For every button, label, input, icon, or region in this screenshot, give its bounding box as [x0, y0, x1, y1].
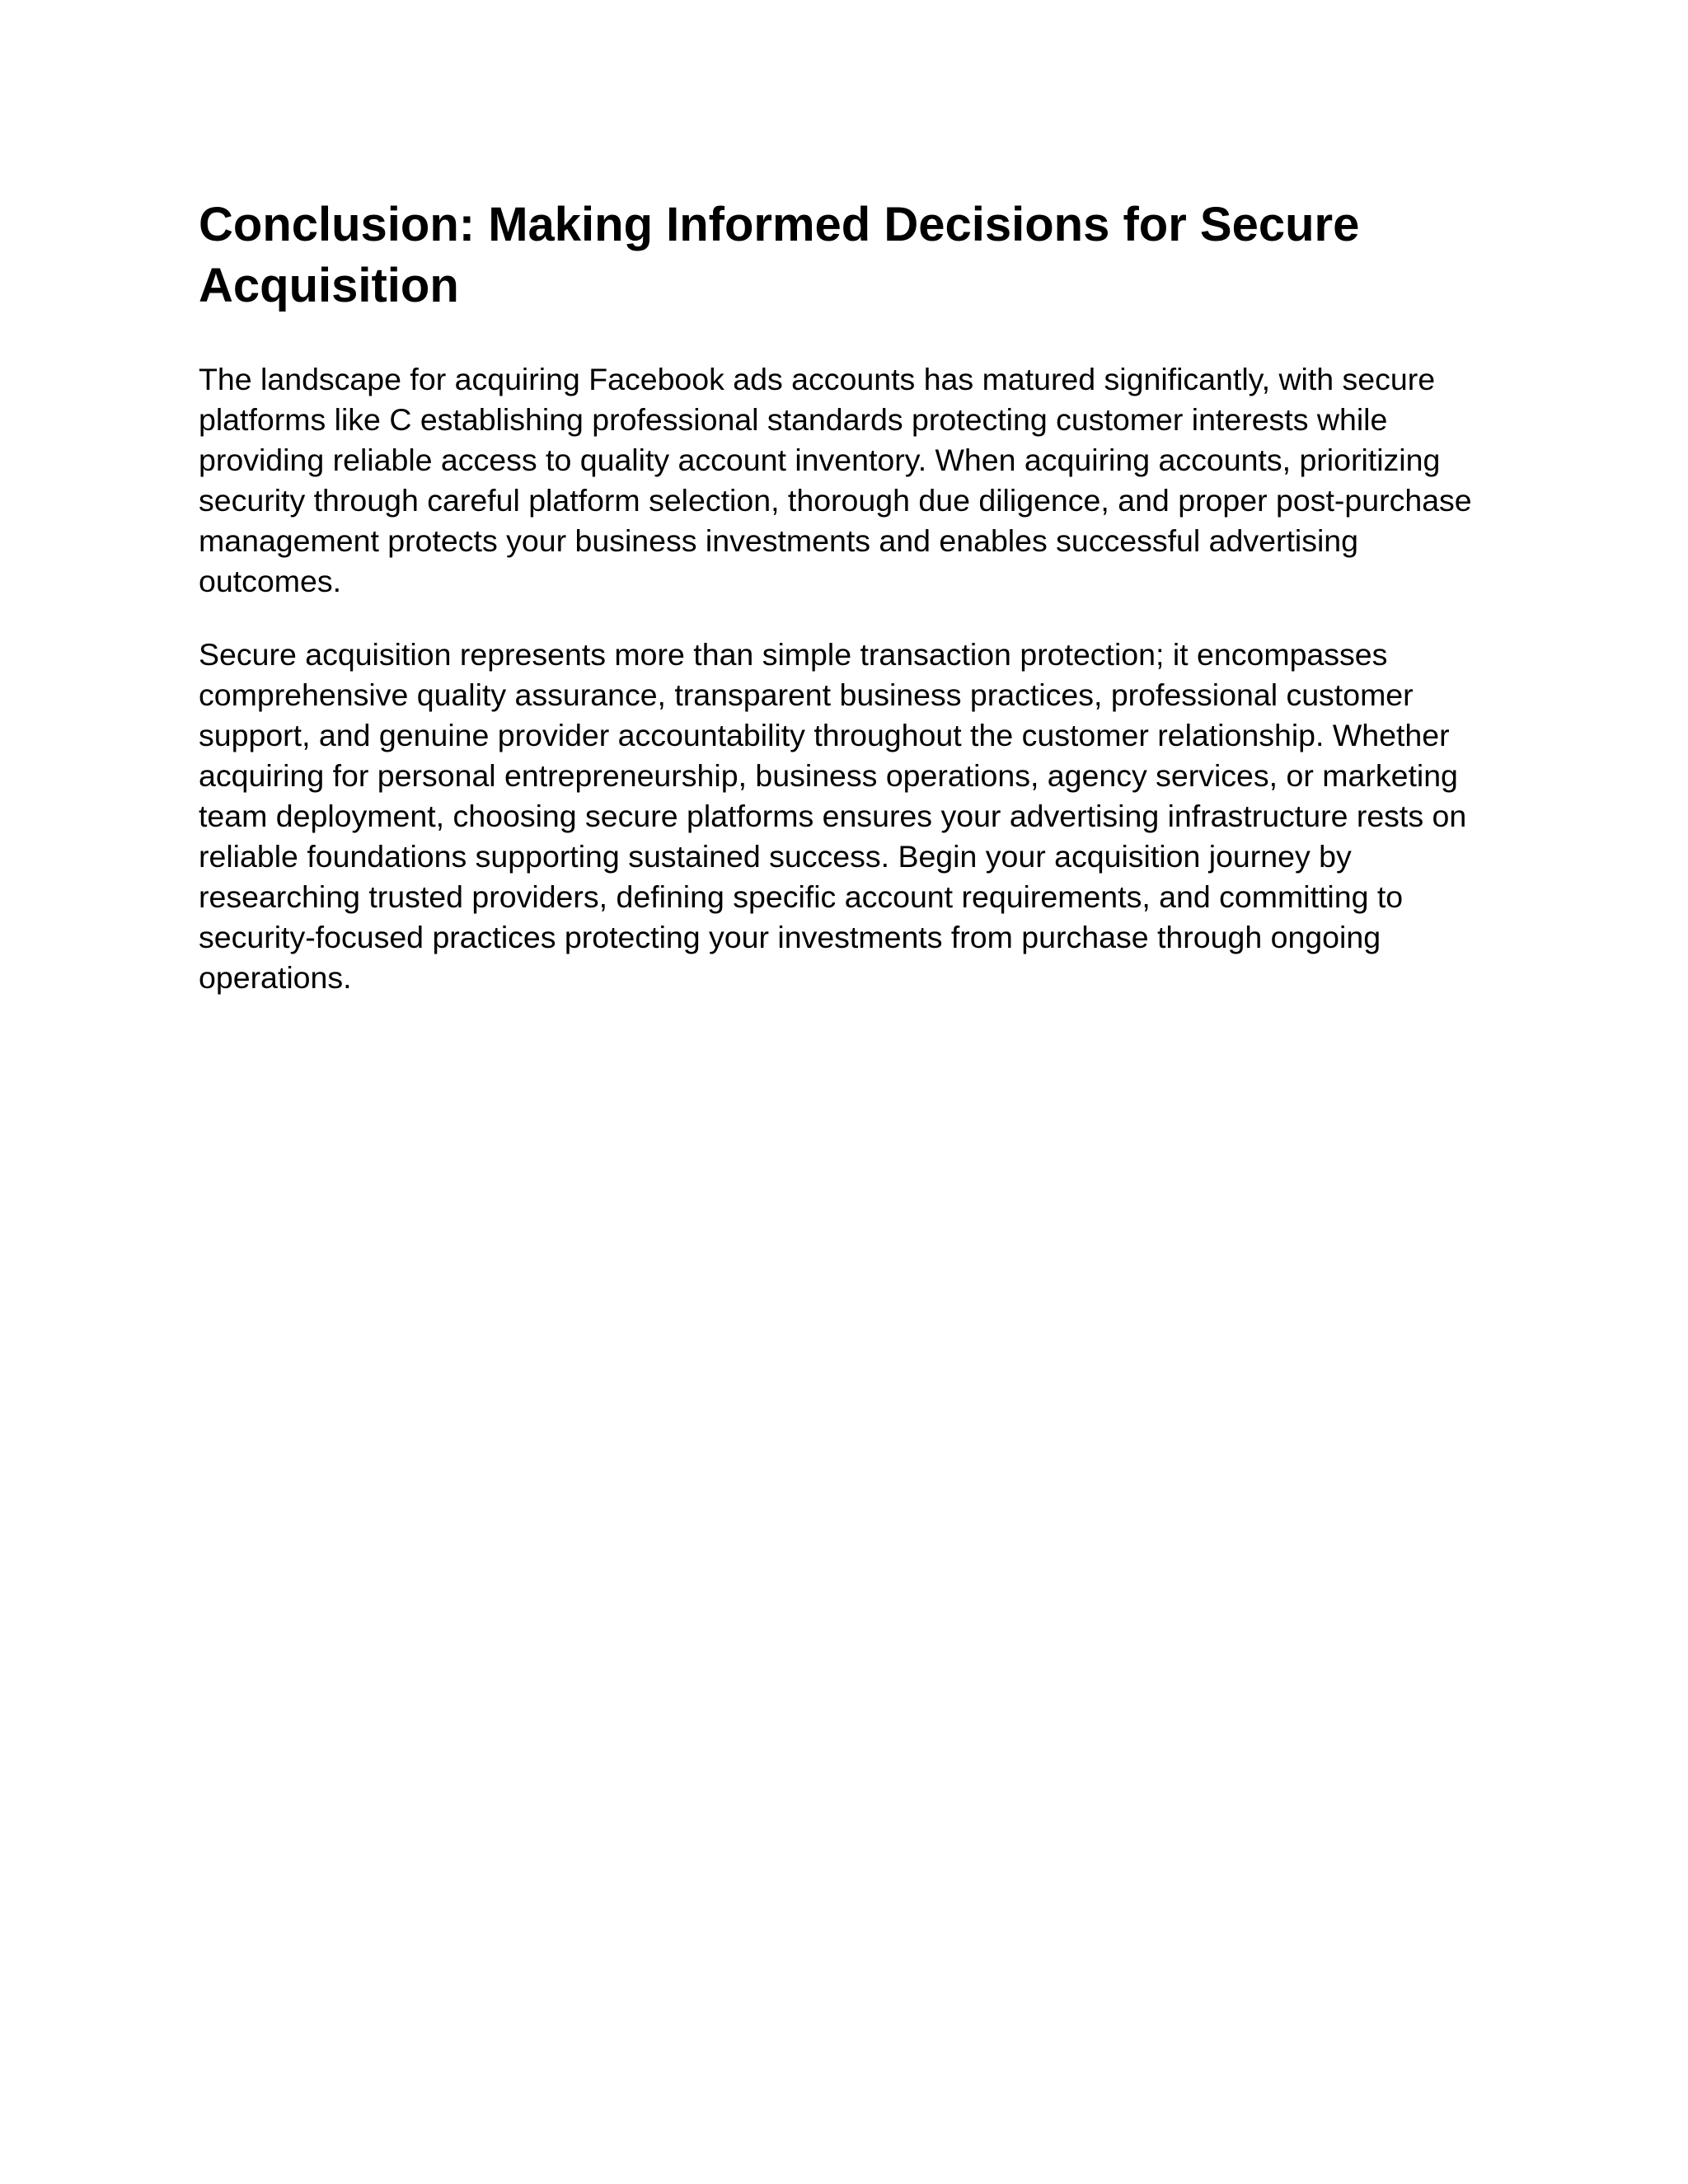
document-body [199, 194, 1501, 998]
section-heading: Conclusion: Making Informed Decisions for Secure Acquisition [199, 198, 1360, 312]
paragraph-secure-acquisition: Secure acquisition represents more than simple transaction protection; it encompasses comprehensive quality assurance, transparent business practices, professional customer support, and genuine provider accountability throughout the customer relationship. Whether acquiring for personal entrepreneurship, business operations, agency services, or marketing team deployment, choosing secure platforms ensures your advertising infrastructure rests on reliable foundations supporting sustained success. Begin your acquisition journey by researching trusted providers, defining specific account requirements, and committing to security-focused practices protecting your investments from purchase through ongoing operations. [199, 637, 1467, 995]
paragraph-landscape: The landscape for acquiring Facebook ads accounts has matured significantly, with secure platforms like C establishing professional standards protecting customer interests while providing reliable access to quality account inventory. When acquiring accounts, prioritizing security through careful platform selection, thorough due diligence, and proper post-purchase management protects your business investments and enables successful advertising outcomes. [199, 362, 1472, 598]
